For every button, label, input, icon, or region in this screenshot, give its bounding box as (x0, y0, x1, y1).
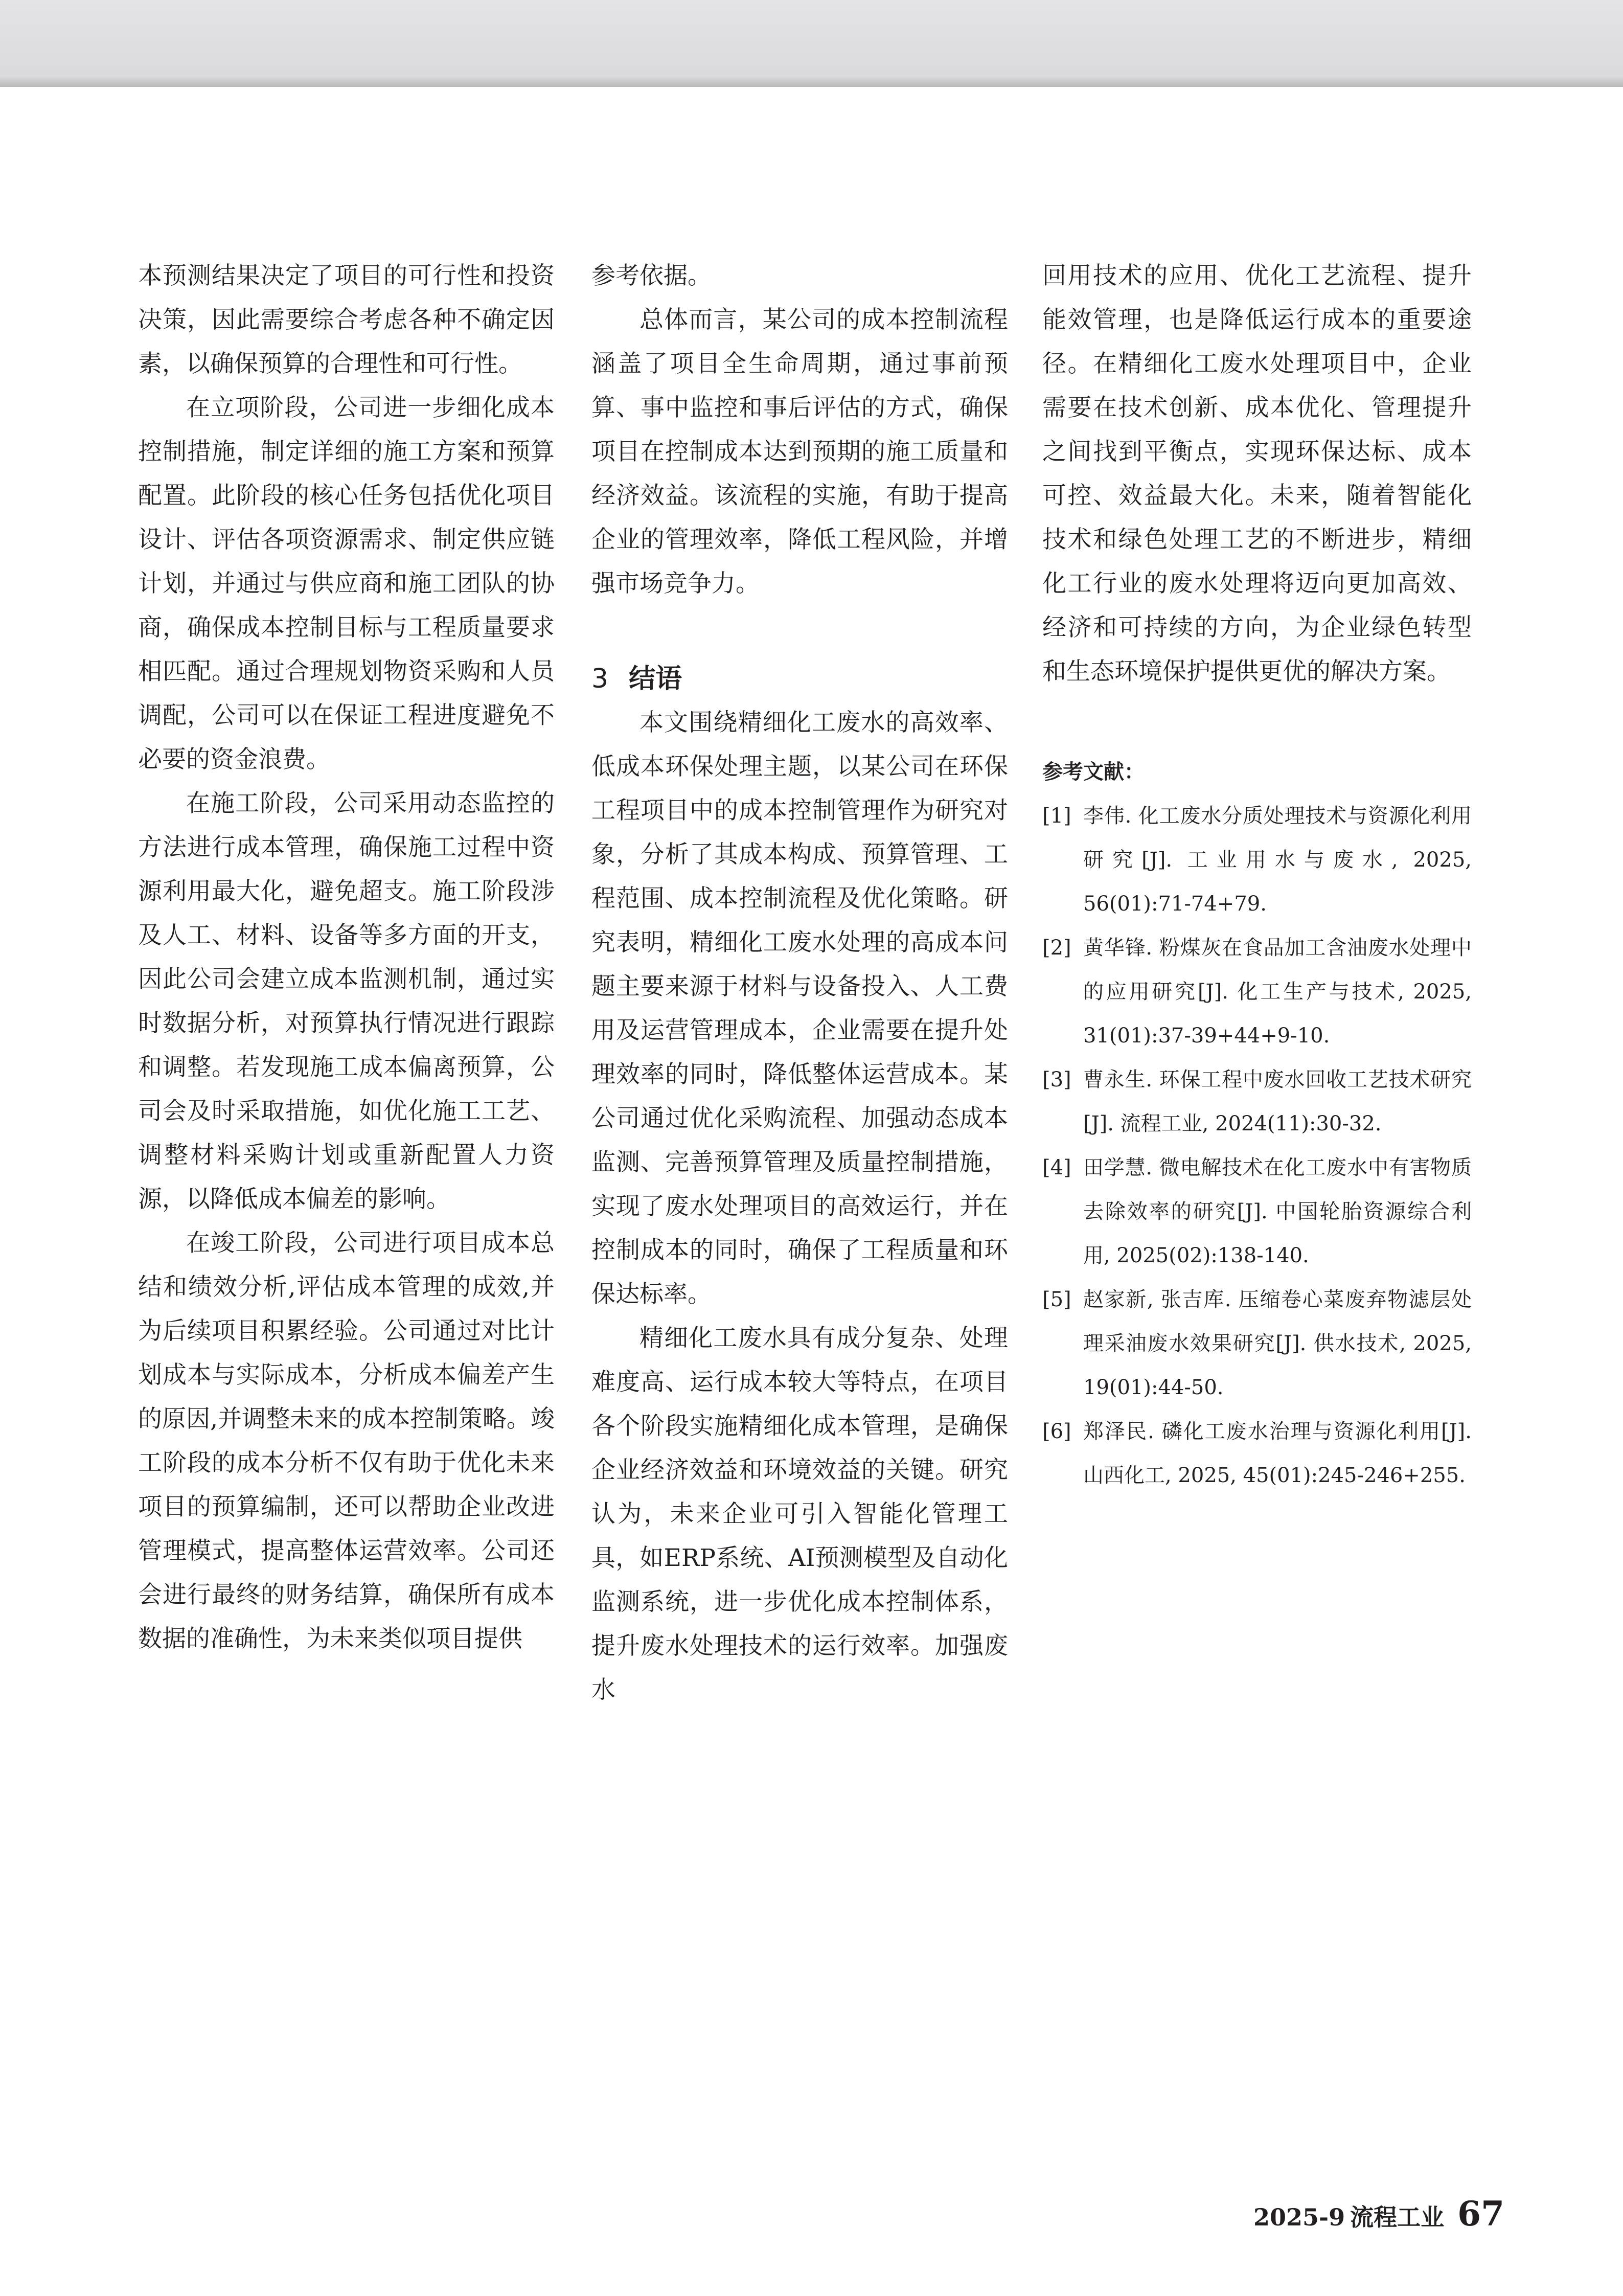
paragraph: 在竣工阶段，公司进行项目成本总结和绩效分析,评估成本管理的成效,并为后续项目积累经验。公司通过对比计划成本与实际成本，分析成本偏差产生的原因,并调整未来的成本控制策略。竣工阶段的成本分析不仅有助于优化未来项目的预算编制，还可以帮助企业改进管理模式，提高整体运营效率。公司还会进行最终的财务结算，确保所有成本数据的准确性，为未来类似项目提供 (138, 1229, 555, 1653)
paragraph: 在立项阶段，公司进一步细化成本控制措施，制定详细的施工方案和预算配置。此阶段的核心任务包括优化项目设计、评估各项资源需求、制定供应链计划，并通过与供应商和施工团队的协商，确保成本控制目标与工程质量要求相匹配。通过合理规划物资采购和人员调配，公司可以在保证工程进度避免不必要的资金浪费。 (138, 394, 555, 774)
reference-item (1042, 794, 1472, 926)
reference-item (1042, 1146, 1472, 1278)
paragraph: 本文围绕精细化工废水的高效率、低成本环保处理主题，以某公司在环保工程项目中的成本控制管理作为研究对象，分析了其成本构成、预算管理、工程范围、成本控制流程及优化策略。研究表明，精细化工废水处理的高成本问题主要来源于材料与设备投入、人工费用及运营管理成本，企业需要在提升处理效率的同时，降低整体运营成本。某公司通过优化采购流程、加强动态成本监测、完善预算管理及质量控制措施，实现了废水处理项目的高效运行，并在控制成本的同时，确保了工程质量和环保达标率。 (591, 709, 1008, 1308)
section-title: 结语 (629, 664, 682, 694)
paragraph: 参考依据。 (591, 262, 712, 290)
section-number: 3 (591, 664, 609, 694)
reference-number: [6] (1042, 1420, 1071, 1443)
column-left (138, 254, 555, 1661)
paragraph: 本预测结果决定了项目的可行性和投资决策，因此需要综合考虑各种不确定因素，以确保预算的合理性和可行性。 (138, 262, 555, 378)
paragraph: 总体而言，某公司的成本控制流程涵盖了项目全生命周期，通过事前预算、事中监控和事后评估的方式，确保项目在控制成本达到预期的施工质量和经济效益。该流程的实施，有助于提高企业的管理效率，降低工程风险，并增强市场竞争力。 (591, 306, 1008, 598)
paragraph: 在施工阶段，公司采用动态监控的方法进行成本管理，确保施工过程中资源利用最大化，避免超支。施工阶段涉及人工、材料、设备等多方面的开支，因此公司会建立成本监测机制，通过实时数据分析，对预算执行情况进行跟踪和调整。若发现施工成本偏离预算，公司会及时采取措施，如优化施工工艺、调整材料采购计划或重新配置人力资源，以降低成本偏差的影响。 (138, 789, 555, 1213)
reference-number: [3] (1042, 1068, 1071, 1092)
reference-text: 曹永生. 环保工程中废水回收工艺技术研究[J]. 流程工业, 2024(11):30-32. (1083, 1068, 1472, 1135)
reference-number: [1] (1042, 804, 1071, 828)
reference-item (1042, 1278, 1472, 1410)
reference-text: 郑泽民. 磷化工废水治理与资源化利用[J]. 山西化工, 2025, 45(01):245-246+255. (1083, 1420, 1472, 1487)
section-heading-conclusion (591, 606, 1008, 701)
reference-text: 田学慧. 微电解技术在化工废水中有害物质去除效率的研究[J]. 中国轮胎资源综合利用, 2025(02):138-140. (1083, 1156, 1472, 1267)
reference-number: [5] (1042, 1288, 1071, 1311)
footer-journal-name: 流程工业 (1350, 2203, 1445, 2231)
header-band (0, 0, 1623, 87)
paragraph: 回用技术的应用、优化工艺流程、提升能效管理，也是降低运行成本的重要途径。在精细化工废水处理项目中，企业需要在技术创新、成本优化、管理提升之间找到平衡点，实现环保达标、成本可控、效益最大化。未来，随着智能化技术和绿色处理工艺的不断进步，精细化工行业的废水处理将迈向更加高效、经济和可持续的方向，为企业绿色转型和生态环境保护提供更优的解决方案。 (1042, 262, 1472, 686)
page-footer (1253, 2193, 1504, 2238)
references-heading: 参考文献： (1042, 760, 1145, 784)
reference-item (1042, 1058, 1472, 1146)
page-number: 67 (1457, 2194, 1504, 2234)
reference-number: [2] (1042, 936, 1071, 960)
reference-text: 赵家新, 张吉库. 压缩卷心菜废弃物滤层处理采油废水效果研究[J]. 供水技术, 2025, 19(01):44-50. (1083, 1288, 1472, 1399)
reference-text: 黄华锋. 粉煤灰在食品加工含油废水处理中的应用研究[J]. 化工生产与技术, 2025, 31(01):37-39+44+9-10. (1083, 936, 1472, 1048)
reference-text: 李伟. 化工废水分质处理技术与资源化利用研究[J]. 工业用水与废水, 2025, 56(01):71-74+79. (1083, 804, 1472, 916)
reference-item (1042, 1410, 1472, 1497)
column-right (1042, 254, 1472, 1497)
paragraph: 精细化工废水具有成分复杂、处理难度高、运行成本较大等特点，在项目各个阶段实施精细化成本管理，是确保企业经济效益和环境效益的关键。研究认为，未来企业可引入智能化管理工具，如ERP系统、AI预测模型及自动化监测系统，进一步优化成本控制体系，提升废水处理技术的运行效率。加强废水 (591, 1324, 1008, 1704)
column-middle (591, 254, 1008, 1712)
reference-number: [4] (1042, 1156, 1071, 1179)
footer-issue: 2025-9 (1253, 2203, 1345, 2231)
reference-item (1042, 926, 1472, 1058)
